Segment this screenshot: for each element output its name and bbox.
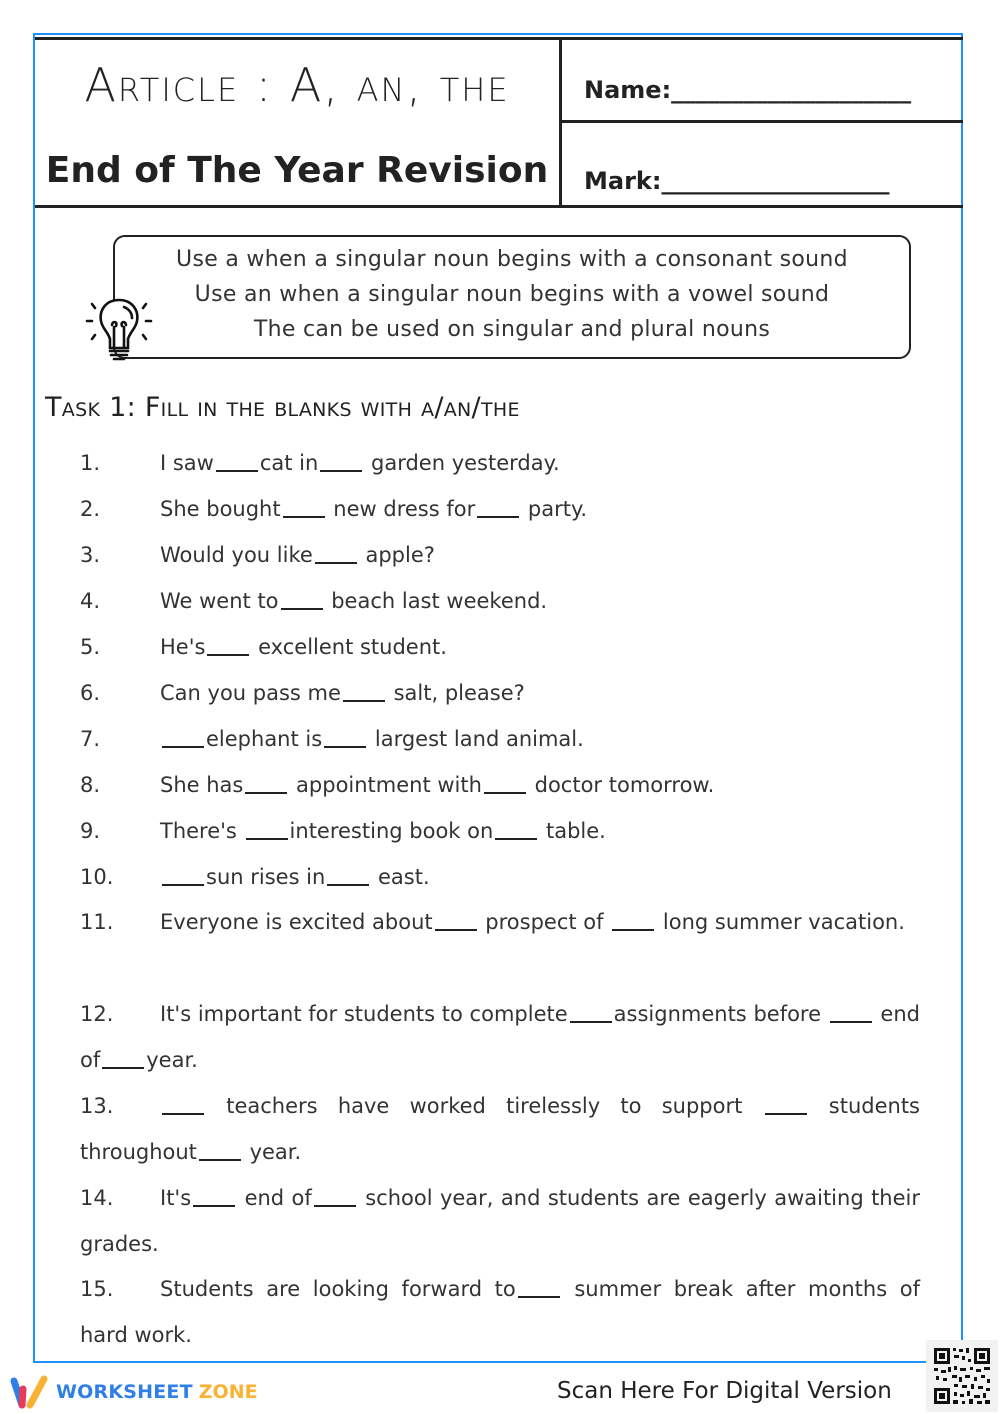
task-title: Task 1: Fill in the blanks with a/an/the	[45, 392, 520, 423]
question-item	[80, 578, 920, 624]
worksheetzone-logo	[10, 1375, 258, 1409]
mark-row	[562, 123, 963, 206]
question-number: 11.	[80, 910, 114, 934]
question-number: 8.	[80, 773, 101, 797]
question-fragment: school year, and students are eagerly awaiting their grades.	[80, 1186, 920, 1256]
question-number: 7.	[80, 727, 101, 751]
question-item	[80, 532, 920, 578]
answer-blank[interactable]	[518, 1295, 560, 1298]
rule-line: Use a when a singular noun begins with a consonant sound	[176, 247, 848, 272]
question-text	[80, 854, 920, 900]
answer-blank[interactable]	[283, 515, 325, 518]
question-item	[80, 854, 920, 900]
question-fragment: prospect of	[478, 910, 611, 934]
question-text	[80, 532, 920, 578]
question-text	[80, 578, 920, 624]
question-item	[80, 624, 920, 670]
answer-blank[interactable]	[162, 883, 204, 886]
question-fragment: garden yesterday.	[364, 451, 560, 475]
question-fragment: We went to	[160, 589, 279, 613]
question-fragment: He's	[160, 635, 206, 659]
answer-blank[interactable]	[246, 837, 288, 840]
worksheet-header	[35, 37, 963, 208]
question-fragment: students throughout	[80, 1094, 920, 1164]
question-text	[80, 670, 920, 716]
question-fragment: sun rises in	[206, 865, 326, 889]
question-item	[80, 1083, 920, 1175]
question-number: 2.	[80, 497, 101, 521]
answer-blank[interactable]	[484, 791, 526, 794]
answer-blank[interactable]	[207, 653, 249, 656]
answer-blank[interactable]	[320, 469, 362, 472]
question-fragment: end of	[237, 1186, 312, 1210]
mark-field[interactable]: Mark:___________________	[584, 166, 890, 195]
question-fragment: year.	[242, 1140, 302, 1164]
question-item	[80, 716, 920, 762]
answer-blank[interactable]	[765, 1112, 807, 1115]
brand-name-part2: ZONE	[198, 1381, 258, 1403]
worksheet-subtitle: End of The Year Revision	[45, 150, 549, 191]
question-fragment: It's	[160, 1186, 192, 1210]
question-number: 3.	[80, 543, 101, 567]
answer-blank[interactable]	[495, 837, 537, 840]
question-text	[80, 486, 920, 532]
question-fragment: I saw	[160, 451, 214, 475]
question-fragment: summer break after months of hard work.	[80, 1277, 920, 1347]
name-field[interactable]: Name:____________________	[584, 76, 912, 104]
answer-blank[interactable]	[830, 1020, 872, 1023]
question-fragment: new dress for	[326, 497, 476, 521]
question-fragment: excellent student.	[251, 635, 447, 659]
question-text	[80, 762, 920, 808]
answer-blank[interactable]	[324, 745, 366, 748]
answer-blank[interactable]	[245, 791, 287, 794]
question-fragment: salt, please?	[386, 681, 525, 705]
answer-blank[interactable]	[102, 1066, 144, 1069]
question-number: 15.	[80, 1277, 114, 1301]
question-item	[80, 1175, 920, 1267]
question-fragment: beach last weekend.	[324, 589, 548, 613]
title-block	[35, 40, 562, 205]
question-text	[80, 808, 920, 854]
question-item	[80, 808, 920, 854]
question-fragment: long summer vacation.	[656, 910, 905, 934]
answer-blank[interactable]	[570, 1020, 612, 1023]
question-number: 1.	[80, 451, 101, 475]
rule-line: The can be used on singular and plural nouns	[253, 317, 771, 342]
question-text	[80, 899, 920, 945]
answer-blank[interactable]	[193, 1204, 235, 1207]
answer-blank[interactable]	[281, 607, 323, 610]
worksheet-title: Article : A, an, the	[84, 58, 510, 112]
question-fragment: doctor tomorrow.	[527, 773, 715, 797]
brand-logo-icon	[10, 1375, 50, 1409]
question-fragment: Can you pass me	[160, 681, 341, 705]
question-item	[80, 440, 920, 486]
question-item	[80, 899, 920, 945]
qr-code-icon[interactable]	[926, 1340, 998, 1412]
question-fragment: There's	[160, 819, 244, 843]
question-text	[80, 1266, 920, 1358]
question-fragment: party.	[521, 497, 588, 521]
answer-blank[interactable]	[612, 928, 654, 931]
question-item	[80, 991, 920, 1083]
question-fragment: It's important for students to complete	[160, 1002, 568, 1026]
question-fragment: end of	[80, 1002, 920, 1072]
question-text	[80, 1083, 920, 1175]
answer-blank[interactable]	[343, 699, 385, 702]
question-number: 4.	[80, 589, 101, 613]
answer-blank[interactable]	[314, 1204, 356, 1207]
question-item	[80, 486, 920, 532]
rules-box	[113, 235, 911, 359]
question-text	[80, 991, 920, 1083]
answer-blank[interactable]	[477, 515, 519, 518]
question-fragment: She bought	[160, 497, 281, 521]
question-fragment: Would you like	[160, 543, 313, 567]
question-fragment: east.	[371, 865, 430, 889]
question-number: 10.	[80, 865, 114, 889]
question-item	[80, 762, 920, 808]
question-fragment: table.	[539, 819, 606, 843]
rule-line: Use an when a singular noun begins with a vowel sound	[194, 282, 830, 307]
question-item	[80, 670, 920, 716]
question-fragment: year.	[146, 1048, 198, 1072]
question-fragment: elephant is	[206, 727, 323, 751]
question-fragment: cat in	[259, 451, 319, 475]
lightbulb-icon	[82, 292, 156, 366]
question-number: 6.	[80, 681, 101, 705]
answer-blank[interactable]	[435, 928, 477, 931]
question-number: 13.	[80, 1094, 114, 1118]
question-fragment: She has	[160, 773, 244, 797]
question-fragment: apple?	[358, 543, 435, 567]
question-number: 5.	[80, 635, 101, 659]
question-fragment: largest land animal.	[368, 727, 584, 751]
question-item	[80, 1266, 920, 1358]
answer-blank[interactable]	[162, 1112, 204, 1115]
answer-blank[interactable]	[162, 745, 204, 748]
question-fragment: Students are looking forward to	[160, 1277, 516, 1301]
name-row	[562, 40, 963, 123]
question-text	[80, 1175, 920, 1267]
question-fragment: appointment with	[289, 773, 482, 797]
question-number: 9.	[80, 819, 101, 843]
answer-blank[interactable]	[216, 469, 258, 472]
question-number: 14.	[80, 1186, 114, 1210]
question-number: 12.	[80, 1002, 114, 1026]
answer-blank[interactable]	[199, 1158, 241, 1161]
answer-blank[interactable]	[315, 561, 357, 564]
question-text	[80, 440, 920, 486]
question-fragment: interesting book on	[289, 819, 494, 843]
question-text	[80, 624, 920, 670]
question-fragment: assignments before	[613, 1002, 828, 1026]
question-fragment: Everyone is excited about	[160, 910, 433, 934]
brand-name-part1: WORKSHEET	[56, 1381, 193, 1403]
question-text	[80, 716, 920, 762]
question-fragment: teachers have worked tirelessly to support	[206, 1094, 763, 1118]
answer-blank[interactable]	[327, 883, 369, 886]
scan-instruction: Scan Here For Digital Version	[557, 1378, 892, 1404]
student-info-block	[562, 40, 963, 205]
